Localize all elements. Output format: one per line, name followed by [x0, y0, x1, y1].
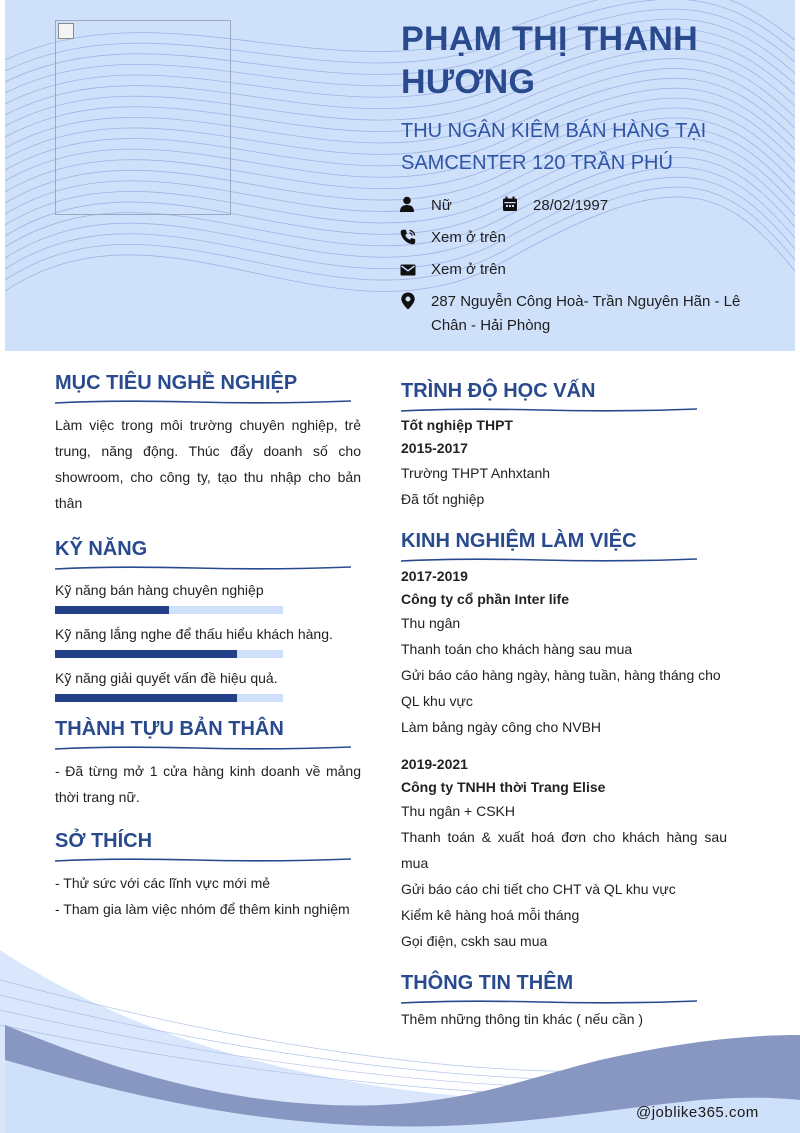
skill-item — [55, 668, 361, 702]
section-underline — [401, 998, 697, 1006]
website-footer: @joblike365.com — [636, 1104, 759, 1121]
job-duty: Kiểm kê hàng hoá mỗi tháng — [401, 907, 580, 923]
hobby-item: - Tham gia làm việc nhóm để thêm kinh nghiệm — [55, 901, 350, 917]
job-role: Thu ngân — [401, 615, 461, 631]
skills-section — [55, 536, 361, 702]
section-underline — [401, 406, 697, 414]
right-column — [401, 378, 727, 954]
person-icon — [399, 196, 415, 212]
job-duty: Thanh toán & xuất hoá đơn cho khách hàng sau mua — [401, 829, 727, 871]
hobbies-title: SỞ THÍCH — [55, 830, 153, 852]
location-pin-icon — [400, 292, 416, 310]
section-underline — [55, 856, 351, 864]
job-title: THU NGÂN KIÊM BÁN HÀNG TẠI SAMCENTER 120 TRẦN PHÚ — [401, 120, 707, 174]
job-years: 2019-2021 — [401, 756, 468, 772]
job-entry — [401, 564, 727, 740]
hobbies-section — [55, 828, 361, 922]
job-company: Công ty TNHH thời Trang Elise — [401, 779, 606, 795]
objective-title: MỤC TIÊU NGHỀ NGHIỆP — [55, 372, 298, 394]
skill-bar-fill — [55, 606, 169, 614]
skill-bar — [55, 694, 283, 702]
gender-value: Nữ — [431, 197, 452, 214]
extra-info-title: THÔNG TIN THÊM — [401, 972, 574, 994]
achievements-section — [55, 716, 361, 810]
hobby-item: - Thử sức với các lĩnh vực mới mẻ — [55, 875, 271, 891]
job-duty: Gửi báo cáo chi tiết cho CHT và QL khu vực — [401, 881, 676, 897]
envelope-icon — [400, 262, 416, 278]
extra-info-text: Thêm những thông tin khác ( nếu cần ) — [401, 1011, 644, 1027]
experience-title: KINH NGHIỆM LÀM VIỆC — [401, 530, 637, 552]
phone-icon — [400, 229, 416, 245]
job-duty: Gọi điện, cskh sau mua — [401, 933, 548, 949]
broken-image-icon — [58, 23, 74, 39]
skill-bar — [55, 606, 283, 614]
achievements-title: THÀNH TỰU BẢN THÂN — [55, 718, 284, 740]
experience-section — [401, 528, 727, 954]
address-value: 287 Nguyễn Công Hoà- Trần Nguyên Hãn - Lê Chân - Hải Phòng — [431, 293, 741, 334]
calendar-icon — [502, 196, 518, 212]
job-company: Công ty cổ phần Inter life — [401, 591, 570, 607]
section-underline — [55, 398, 351, 406]
candidate-name: PHẠM THỊ THANH HƯƠNG — [401, 20, 698, 101]
education-years: 2015-2017 — [401, 440, 468, 456]
extra-info-section — [401, 970, 727, 1032]
skill-list — [55, 580, 361, 702]
skill-bar — [55, 650, 283, 658]
objective-section — [55, 370, 361, 516]
skill-label: Kỹ năng bán hàng chuyên nghiệp — [55, 582, 264, 598]
education-title: TRÌNH ĐỘ HỌC VẤN — [401, 380, 596, 402]
education-status: Đã tốt nghiệp — [401, 491, 485, 507]
skill-label: Kỹ năng giải quyết vấn đề hiệu quả. — [55, 670, 278, 686]
skill-bar-fill — [55, 694, 237, 702]
section-underline — [55, 744, 351, 752]
skill-item — [55, 624, 361, 658]
left-column — [55, 370, 361, 922]
job-duty: Thanh toán cho khách hàng sau mua — [401, 641, 633, 657]
profile-photo — [55, 20, 231, 215]
objective-text: Làm việc trong môi trường chuyên nghiệp, trẻ trung, năng động. Thúc đẩy doanh số cho showroom, cho công ty, tạo thu nhập cho bản thân — [55, 417, 361, 511]
education-degree: Tốt nghiệp THPT — [401, 417, 513, 433]
job-years: 2017-2019 — [401, 568, 468, 584]
job-duty: Làm bảng ngày công cho NVBH — [401, 719, 602, 735]
job-entry — [401, 752, 727, 954]
job-role: Thu ngân + CSKH — [401, 803, 516, 819]
section-underline — [401, 556, 697, 564]
skill-item — [55, 580, 361, 614]
education-school: Trường THPT Anhxtanh — [401, 465, 551, 481]
skill-bar-fill — [55, 650, 237, 658]
phone-value: Xem ở trên — [431, 229, 506, 246]
education-section — [401, 378, 727, 512]
achievements-text: - Đã từng mở 1 cửa hàng kinh doanh về mảng thời trang nữ. — [55, 763, 361, 805]
skills-title: KỸ NĂNG — [55, 538, 148, 560]
section-underline — [55, 564, 351, 572]
job-duty: Gửi báo cáo hàng ngày, hàng tuần, hàng tháng cho QL khu vực — [401, 667, 721, 709]
skill-label: Kỹ năng lắng nghe để thấu hiểu khách hàng. — [55, 626, 333, 642]
email-value: Xem ở trên — [431, 261, 506, 278]
dob-value: 28/02/1997 — [533, 197, 609, 214]
